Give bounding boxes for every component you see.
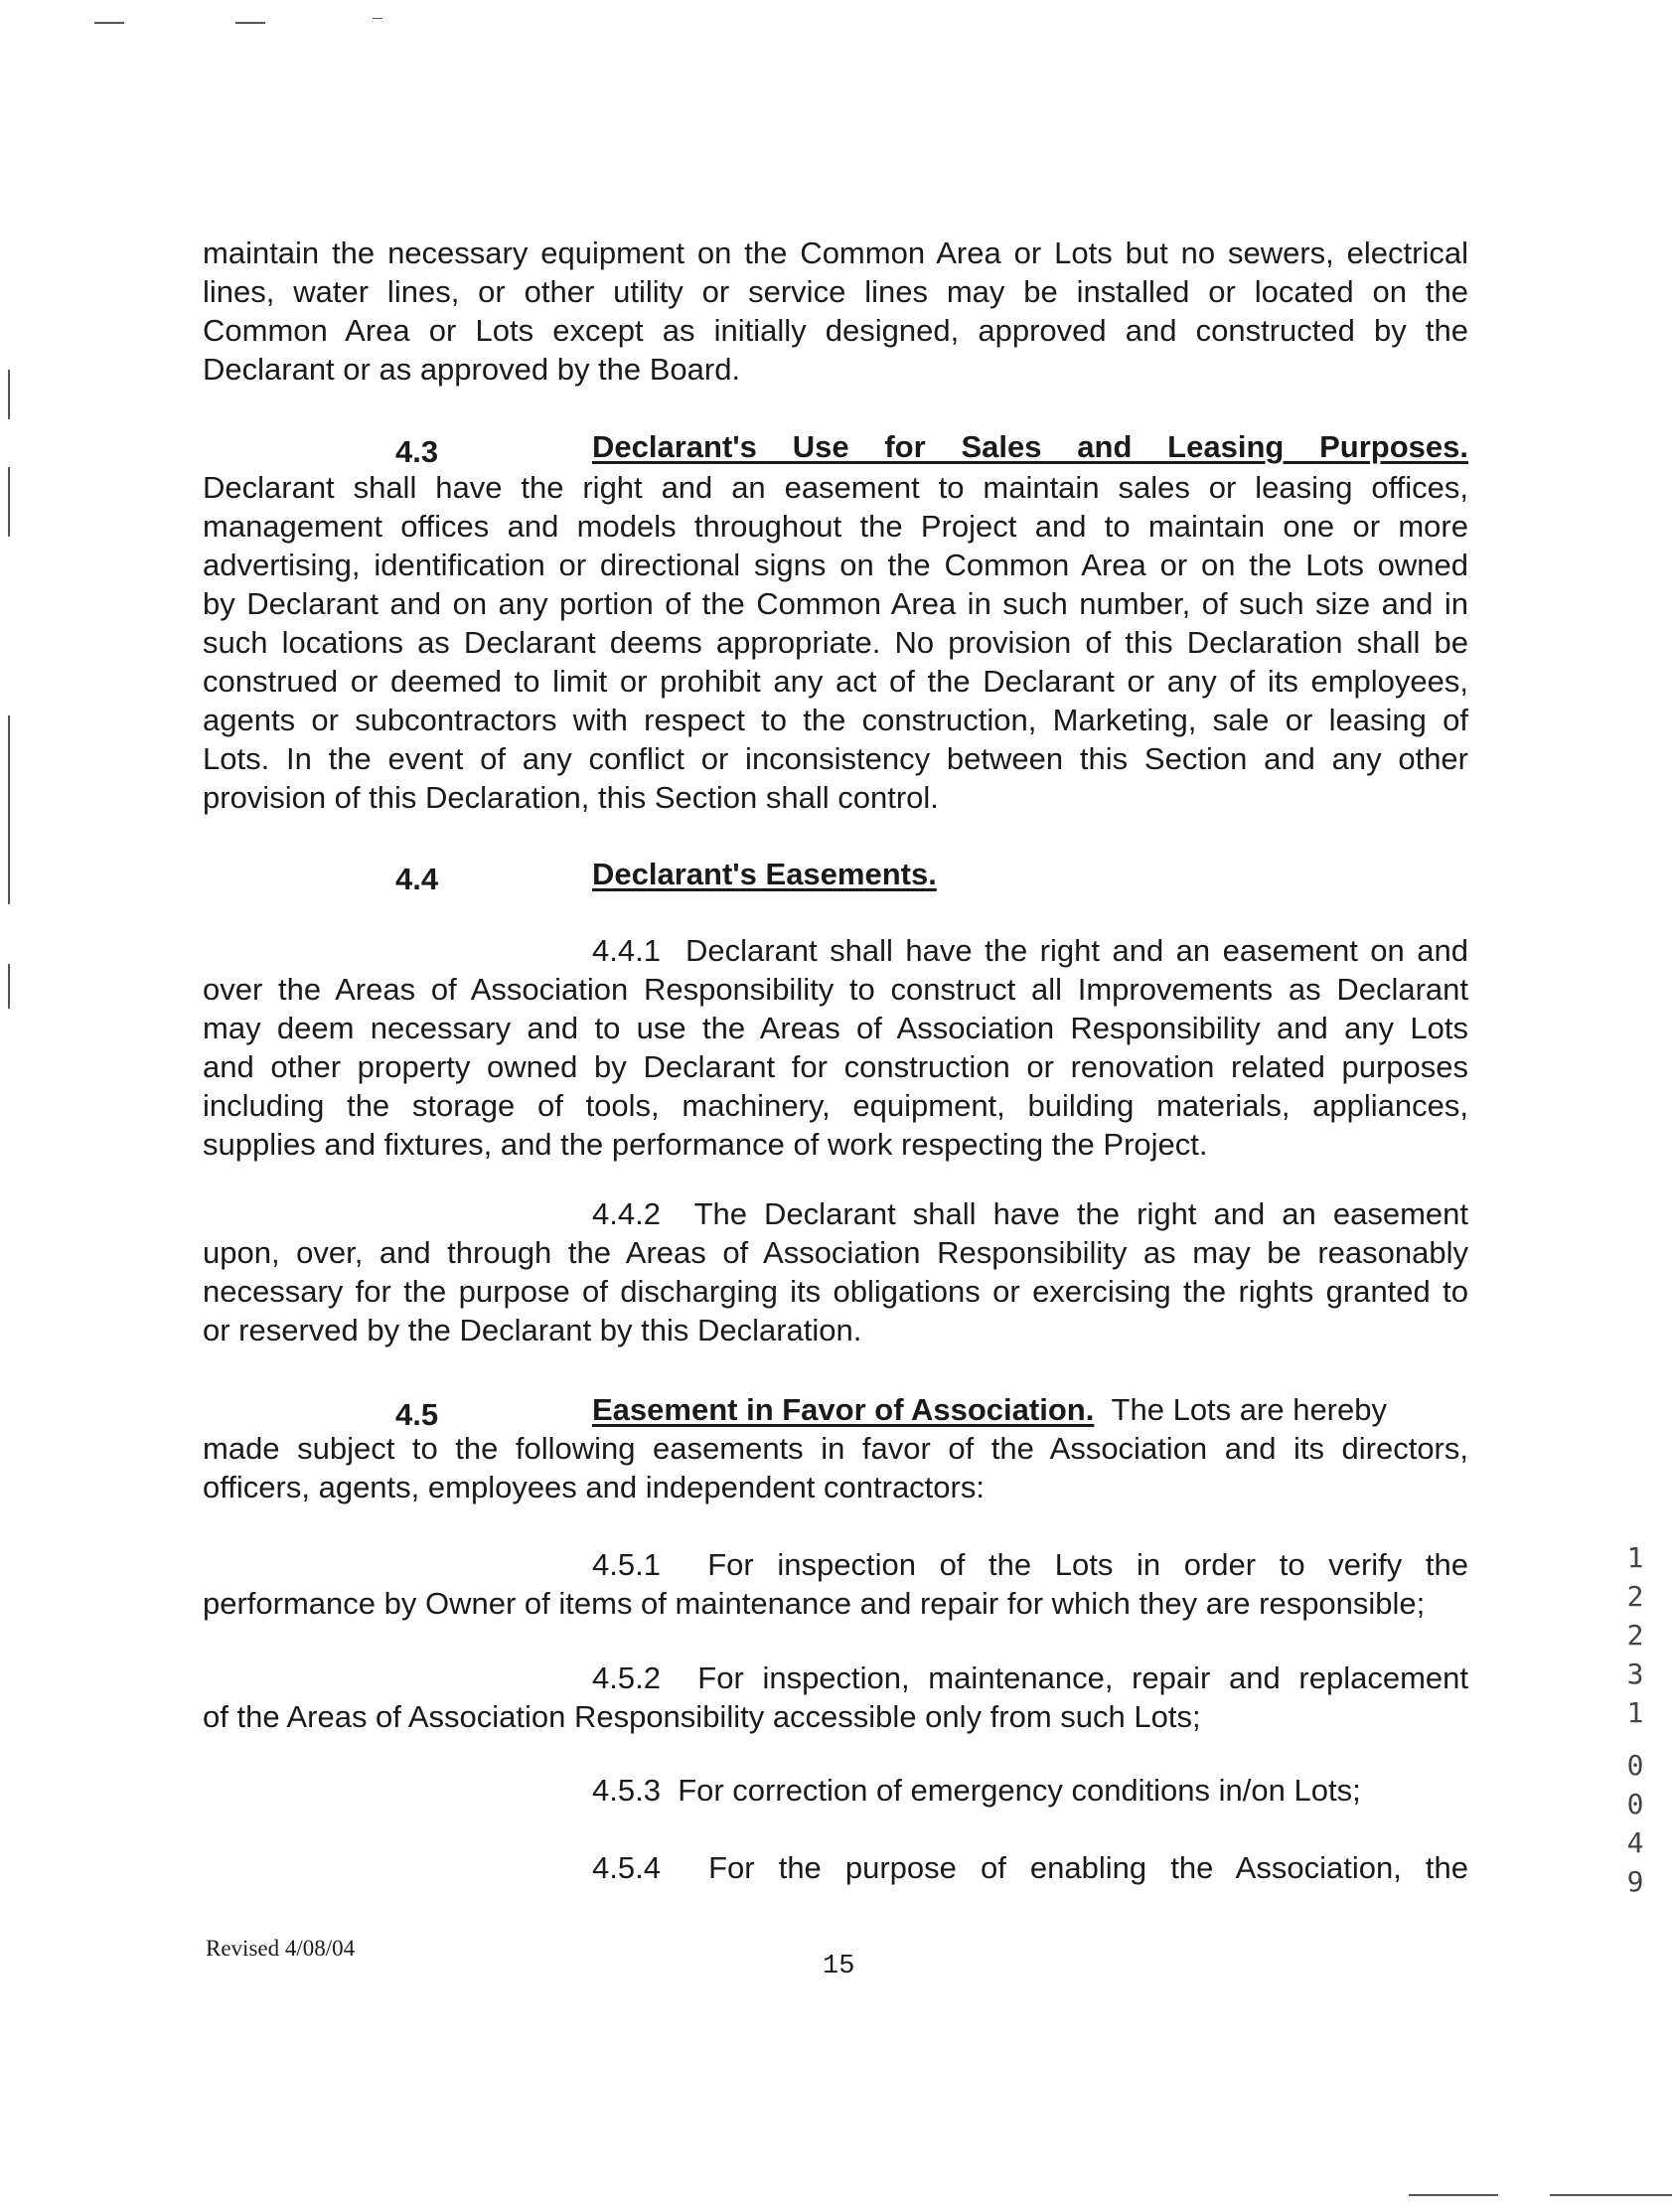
subsection-first-line — [203, 1848, 1468, 1887]
text-line: Declarant shall have the right and an easement to maintain sales or leasing offices, — [203, 470, 1468, 505]
section-4-5-3 — [203, 1771, 1468, 1810]
text-line: Lots. In the event of any conflict or inconsistency between this Section and any other — [203, 741, 1468, 776]
section-4-5-body — [203, 1390, 1468, 1506]
text-line: officers, agents, employees and independent contractors: — [203, 1470, 985, 1504]
subsection-number: 4.4.2 — [592, 1196, 661, 1231]
subsection-first-text: The Declarant shall have the right and an easement — [693, 1196, 1468, 1231]
subsection-number: 4.4.1 — [592, 933, 661, 968]
text-line: Common Area or Lots except as initially designed, approved and constructed by the — [203, 313, 1468, 348]
recording-stamp — [1620, 1538, 1650, 1901]
text-line: made subject to the following easements in favor of the Association and its directors, — [203, 1431, 1468, 1466]
subsection-first-line — [203, 1659, 1468, 1697]
subsection-number: 4.5.3 — [592, 1773, 661, 1808]
text-line: and other property owned by Declarant for construction or renovation related purposes — [203, 1049, 1468, 1084]
section-4-5-2 — [203, 1659, 1468, 1736]
section-4-5-first-line — [203, 1390, 1468, 1429]
text-line: Declarant or as approved by the Board. — [203, 352, 741, 387]
scan-mark — [8, 715, 10, 904]
stamp-digit: 9 — [1626, 1865, 1644, 1898]
text-line: performance by Owner of items of maintenance and repair for which they are responsible; — [203, 1586, 1426, 1621]
section-4-5-4 — [203, 1848, 1468, 1887]
subsection-number: 4.5.2 — [592, 1660, 661, 1695]
revised-date: Revised 4/08/04 — [206, 1936, 356, 1961]
subsection-first-text: Declarant shall have the right and an easement on and — [684, 933, 1468, 968]
scan-mark — [1409, 2194, 1498, 2196]
text-line: such locations as Declarant deems appropriate. No provision of this Declaration shall be — [203, 625, 1468, 660]
subsection-number: 4.5.4 — [592, 1850, 661, 1885]
scan-mark — [8, 467, 10, 537]
text-line: of the Areas of Association Responsibility accessible only from such Lots; — [203, 1699, 1201, 1734]
stamp-digit: 3 — [1626, 1658, 1644, 1690]
scan-mark — [235, 22, 265, 24]
stamp-digit: 2 — [1626, 1619, 1644, 1652]
text-line: provision of this Declaration, this Section shall control. — [203, 780, 939, 815]
subsection-first-line — [203, 1771, 1468, 1810]
section-4-4-2 — [203, 1194, 1468, 1349]
scan-mark — [373, 18, 382, 19]
stamp-digit: 0 — [1626, 1749, 1644, 1782]
text-line: supplies and fixtures, and the performance of work respecting the Project. — [203, 1127, 1208, 1162]
section-4-5-title: Easement in Favor of Association. — [592, 1392, 1095, 1427]
subsection-number: 4.5.1 — [592, 1547, 661, 1582]
scan-mark — [8, 370, 10, 419]
text-line: necessary for the purpose of discharging its obligations or exercising the rights granted to — [203, 1274, 1468, 1309]
text-line: construed or deemed to limit or prohibit any act of the Declarant or any of its employees, — [203, 664, 1468, 699]
scan-mark — [94, 22, 124, 24]
stamp-digit: 1 — [1626, 1696, 1644, 1729]
page-number: 15 — [823, 1952, 855, 1981]
section-4-4-number: 4.4 — [395, 862, 439, 896]
text-line: including the storage of tools, machinery, equipment, building materials, appliances, — [203, 1088, 1468, 1123]
text-line: management offices and models throughout the Project and to maintain one or more — [203, 509, 1468, 544]
text-line: lines, water lines, or other utility or service lines may be installed or located on the — [203, 274, 1468, 309]
subsection-first-text: For inspection, maintenance, repair and replacement — [697, 1660, 1468, 1695]
section-4-4-title: Declarant's Easements. — [592, 857, 937, 891]
section-4-3-body — [203, 468, 1468, 817]
subsection-first-text: For correction of emergency conditions in/on Lots; — [678, 1773, 1361, 1808]
text-line: over the Areas of Association Responsibility to construct all Improvements as Declarant — [203, 972, 1468, 1007]
section-4-3-title: Declarant's Use for Sales and Leasing Purposes. — [592, 429, 1468, 464]
section-4-5-1 — [203, 1545, 1468, 1623]
text-line: by Declarant and on any portion of the Common Area in such number, of such size and in — [203, 586, 1468, 621]
subsection-first-line — [203, 931, 1468, 970]
stamp-digit: 4 — [1626, 1826, 1644, 1859]
stamp-digit: 2 — [1626, 1580, 1644, 1613]
section-4-4-1 — [203, 931, 1468, 1164]
text-line: agents or subcontractors with respect to the construction, Marketing, sale or leasing of — [203, 703, 1468, 737]
subsection-first-text: For inspection of the Lots in order to verify the — [707, 1547, 1468, 1582]
text-line: may deem necessary and to use the Areas of Association Responsibility and any Lots — [203, 1011, 1468, 1045]
paragraph-continued — [203, 234, 1468, 389]
scan-mark — [8, 964, 10, 1009]
scan-mark — [1550, 2194, 1672, 2196]
subsection-first-line — [203, 1545, 1468, 1584]
stamp-digit: 1 — [1626, 1541, 1644, 1574]
stamp-digit: 0 — [1626, 1788, 1644, 1820]
section-4-3-number: 4.3 — [395, 434, 439, 469]
section-4-5-number: 4.5 — [395, 1397, 439, 1432]
subsection-first-text: For the purpose of enabling the Association, the — [708, 1850, 1468, 1885]
subsection-first-line — [203, 1194, 1468, 1233]
text-line: advertising, identification or directional signs on the Common Area or on the Lots owned — [203, 548, 1468, 582]
text-line: or reserved by the Declarant by this Declaration. — [203, 1313, 862, 1347]
text-line: upon, over, and through the Areas of Association Responsibility as may be reasonably — [203, 1235, 1468, 1270]
section-4-5-first-text: The Lots are hereby — [1111, 1392, 1387, 1427]
text-line: maintain the necessary equipment on the Common Area or Lots but no sewers, electrical — [203, 236, 1468, 270]
